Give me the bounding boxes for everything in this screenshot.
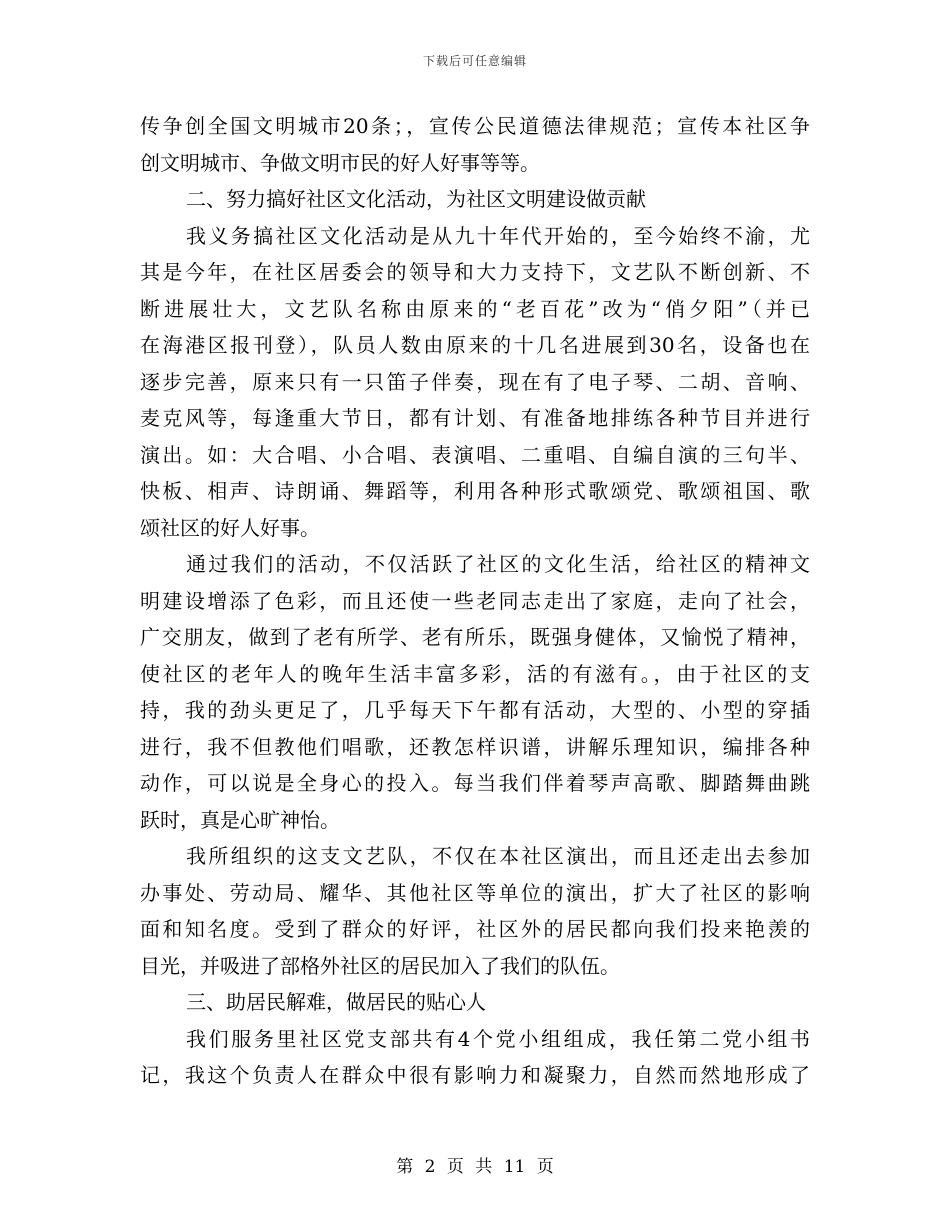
text-line: 明建设增添了色彩，而且还使一些老同志走出了家庭，走向了社会，: [140, 588, 810, 613]
page-header: 下载后可任意编辑: [422, 54, 527, 68]
text-line: 跃时，真是心旷神怡。: [140, 807, 340, 832]
text-line: 颂社区的好人好事。: [140, 515, 320, 540]
text-line: 我所组织的这支文艺队，不仅在本社区演出，而且还走出去参加: [186, 844, 810, 868]
text-line: 在海港区报刊登），队员人数由原来的十几名进展到30名，设备也在: [140, 333, 810, 357]
text-line: 使社区的老年人的晚年生活丰富多彩，活的有滋有。，由于社区的支: [140, 661, 810, 686]
text-line: 动作，可以说是全身心的投入。每当我们伴着琴声高歌、脚踏舞曲跳: [140, 771, 810, 795]
text-line: 进行，我不但教他们唱歌，还教怎样识谱，讲解乐理知识，编排各种: [140, 734, 810, 759]
text-line: 三、助居民解难，做居民的贴心人: [186, 990, 486, 1014]
text-line: 其是今年，在社区居委会的领导和大力支持下，文艺队不断创新、不: [140, 260, 810, 284]
text-line: 我们服务里社区党支部共有4个党小组组成，我任第二党小组书: [186, 1026, 810, 1051]
text-line: 麦克风等，每逢重大节日，都有计划、有准备地排练各种节目并进行: [140, 406, 810, 430]
text-line: 广交朋友，做到了老有所学、老有所乐，既强身健体，又愉悦了精神，: [140, 625, 810, 649]
text-line: 目光，并吸进了部格外社区的居民加入了我们的队伍。: [140, 953, 620, 978]
text-line: 创文明城市、争做文明市民的好人好事等等。: [140, 150, 540, 175]
text-line: 快板、相声、诗朗诵、舞蹈等，利用各种形式歌颂党、歌颂祖国、歌: [140, 479, 810, 503]
text-line: 二、努力搞好社区文化活动，为社区文明建设做贡献: [186, 187, 646, 211]
document-body: [140, 108, 810, 1094]
text-line: 记，我这个负责人在群众中很有影响力和凝聚力，自然而然地形成了: [140, 1063, 810, 1087]
text-line: 演出。如：大合唱、小合唱、表演唱、二重唱、自编自演的三句半、: [140, 442, 810, 467]
text-line: 办事处、劳动局、耀华、其他社区等单位的演出，扩大了社区的影响: [140, 880, 810, 905]
text-line: 逐步完善，原来只有一只笛子伴奏，现在有了电子琴、二胡、音响、: [140, 369, 810, 394]
text-line: 面和知名度。受到了群众的好评，社区外的居民都向我们投来艳羡的: [140, 917, 810, 941]
page-footer: 第 2 页 共 11 页: [396, 1157, 554, 1177]
text-line: 我义务搞社区文化活动是从九十年代开始的，至今始终不渝，尤: [186, 223, 810, 248]
text-line: 持，我的劲头更足了，几乎每天下午都有活动，大型的、小型的穿插: [140, 698, 810, 722]
text-line: 传争创全国文明城市20条；，宣传公民道德法律规范；宣传本社区争: [140, 114, 810, 138]
text-line: 断进展壮大，文艺队名称由原来的“老百花”改为“俏夕阳”（并已: [140, 296, 810, 321]
text-line: 通过我们的活动，不仅活跃了社区的文化生活，给社区的精神文: [186, 552, 810, 576]
